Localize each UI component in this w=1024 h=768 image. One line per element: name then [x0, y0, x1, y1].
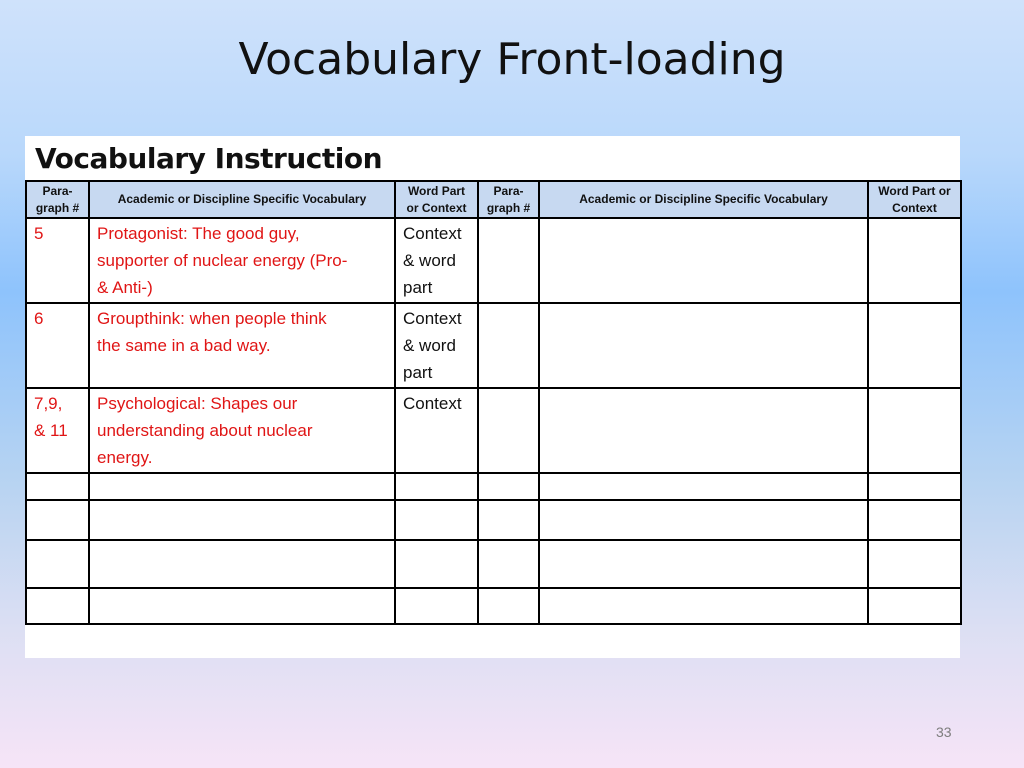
table-header-row	[26, 181, 961, 218]
table-row	[26, 588, 961, 624]
header-vocabulary-2: Academic or Discipline Specific Vocabulary	[539, 181, 868, 218]
cell-paragraph	[26, 473, 89, 500]
cell-vocabulary-2	[539, 588, 868, 624]
cell-word-part	[395, 473, 478, 500]
cell-word-part	[395, 500, 478, 540]
cell-word-part-2	[868, 303, 961, 388]
cell-paragraph: 7,9, & 11	[26, 388, 89, 473]
cell-vocabulary-2	[539, 218, 868, 303]
cell-vocabulary-2	[539, 303, 868, 388]
cell-vocabulary-2	[539, 500, 868, 540]
cell-word-part: Context	[395, 388, 478, 473]
cell-word-part-2	[868, 388, 961, 473]
cell-paragraph-2	[478, 473, 539, 500]
cell-paragraph-2	[478, 388, 539, 473]
header-vocabulary-1: Academic or Discipline Specific Vocabulary	[89, 181, 395, 218]
cell-vocabulary	[89, 473, 395, 500]
cell-vocabulary: Psychological: Shapes our understanding about nuclear energy.	[89, 388, 395, 473]
cell-vocabulary	[89, 500, 395, 540]
cell-paragraph	[26, 500, 89, 540]
cell-vocabulary: Protagonist: The good guy, supporter of nuclear energy (Pro- & Anti-)	[89, 218, 395, 303]
panel-title: Vocabulary Instruction	[35, 142, 383, 175]
cell-word-part-2	[868, 218, 961, 303]
cell-word-part: Context & word part	[395, 303, 478, 388]
table-row	[26, 303, 961, 388]
cell-paragraph-2	[478, 500, 539, 540]
cell-paragraph-2	[478, 303, 539, 388]
cell-paragraph-2	[478, 218, 539, 303]
cell-paragraph-2	[478, 540, 539, 588]
page-number: 33	[936, 724, 952, 740]
cell-word-part-2	[868, 500, 961, 540]
cell-paragraph-2	[478, 588, 539, 624]
table-row	[26, 473, 961, 500]
cell-vocabulary-2	[539, 540, 868, 588]
header-paragraph-1: Para- graph #	[26, 181, 89, 218]
table-row	[26, 500, 961, 540]
vocabulary-panel	[25, 136, 960, 658]
cell-vocabulary-2	[539, 388, 868, 473]
cell-word-part-2	[868, 588, 961, 624]
cell-vocabulary	[89, 540, 395, 588]
table-row	[26, 388, 961, 473]
slide-title: Vocabulary Front-loading	[238, 34, 786, 85]
table-row	[26, 540, 961, 588]
cell-word-part	[395, 540, 478, 588]
cell-paragraph	[26, 540, 89, 588]
cell-vocabulary	[89, 588, 395, 624]
cell-paragraph	[26, 588, 89, 624]
cell-word-part-2	[868, 540, 961, 588]
cell-word-part: Context & word part	[395, 218, 478, 303]
table-row	[26, 218, 961, 303]
header-word-part-2: Word Part or Context	[868, 181, 961, 218]
header-paragraph-2: Para- graph #	[478, 181, 539, 218]
vocabulary-table	[25, 180, 962, 625]
cell-vocabulary: Groupthink: when people think the same in a bad way.	[89, 303, 395, 388]
header-word-part-1: Word Part or Context	[395, 181, 478, 218]
cell-word-part	[395, 588, 478, 624]
cell-vocabulary-2	[539, 473, 868, 500]
cell-paragraph: 5	[26, 218, 89, 303]
cell-word-part-2	[868, 473, 961, 500]
cell-paragraph: 6	[26, 303, 89, 388]
